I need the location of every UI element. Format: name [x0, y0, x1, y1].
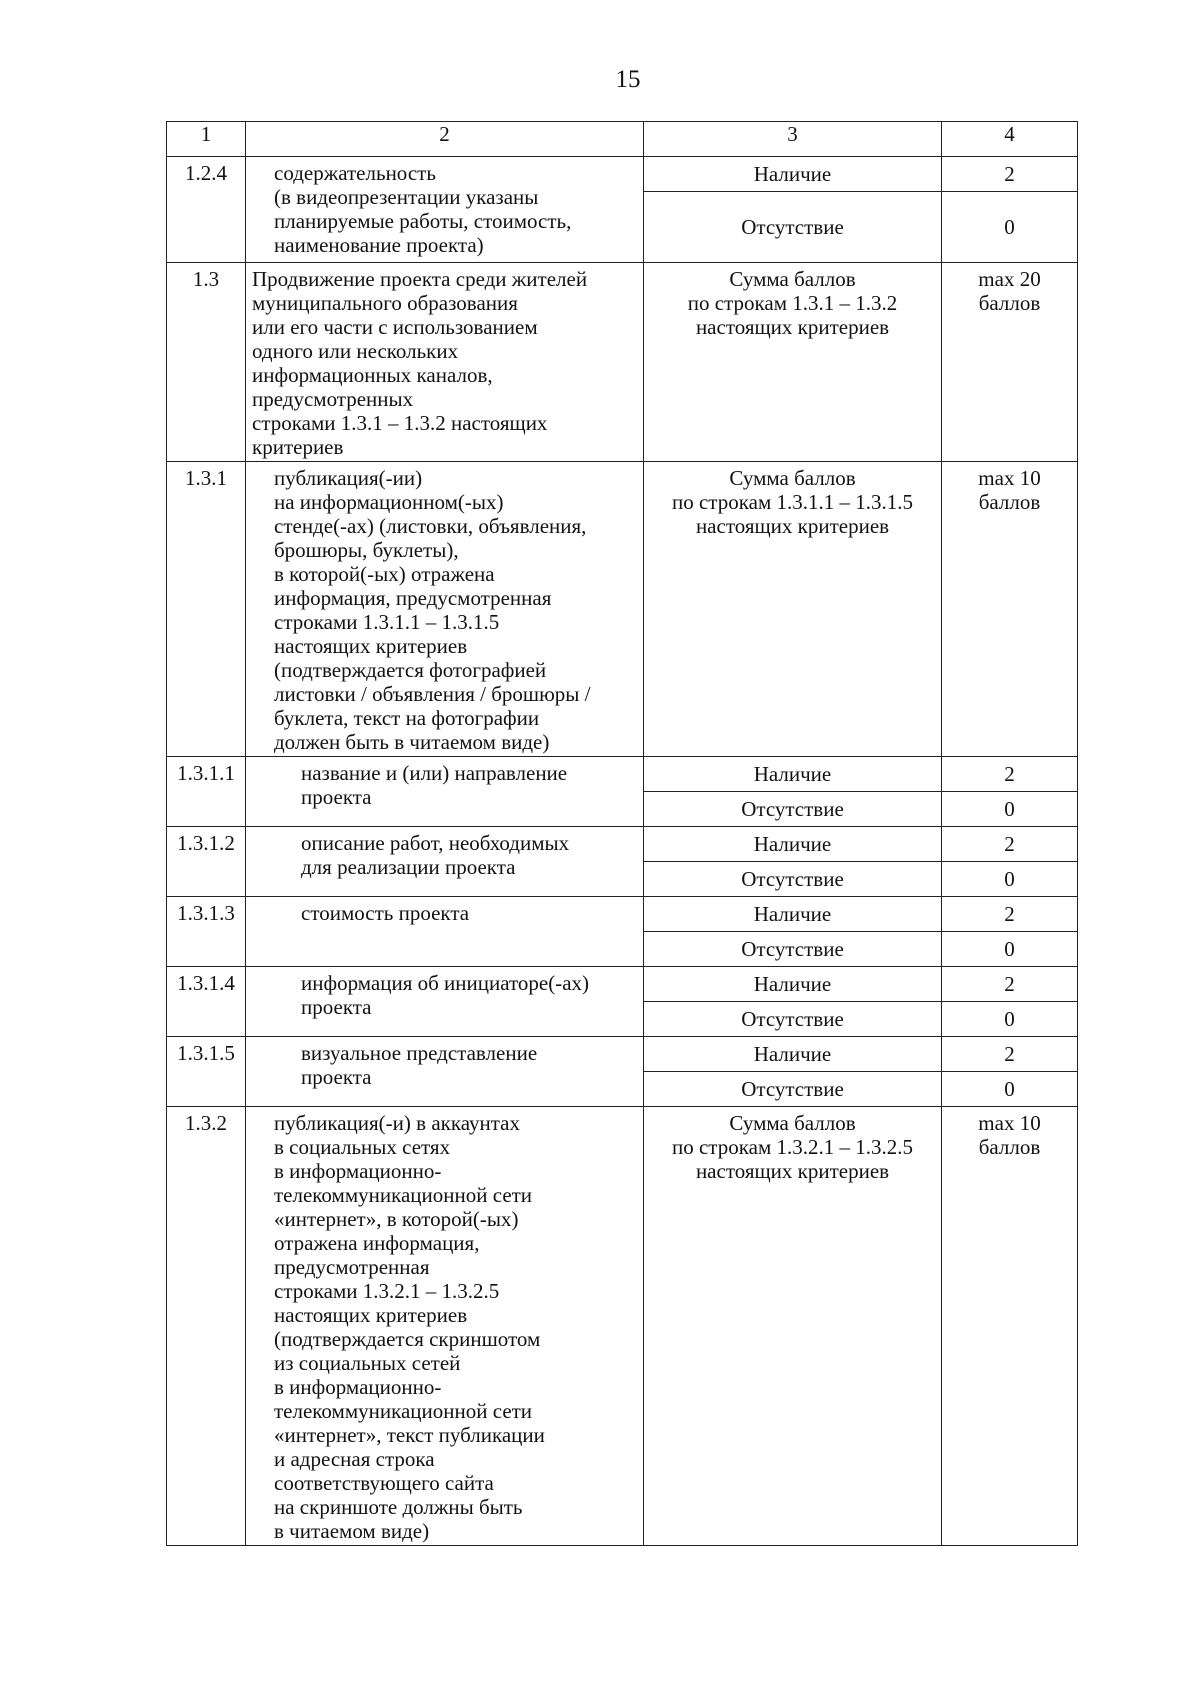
row-description: публикация(-и) в аккаунтах в социальных сетях в информационно- телекоммуникационной сети «интернет», в которой(-ых) отражена информация, предусмотренная строками 1.3.2.1 – 1.3.2.5 настоящих критериев (подтверждается скриншотом из социальных сетей в информационно- телекоммуникационной сети «интернет», текст публикации и адресная строка соответствующего сайта на скриншоте должны быть в читаемом виде)	[246, 1107, 644, 1546]
option-absent: Отсутствие	[644, 862, 942, 897]
score-absent: 0	[942, 192, 1078, 263]
score-present: 2	[942, 757, 1078, 792]
table-row	[167, 1107, 1078, 1546]
header-col-2: 2	[246, 122, 644, 157]
max-score: max 10 баллов	[942, 1107, 1078, 1546]
option-present: Наличие	[644, 827, 942, 862]
row-description: Продвижение проекта среди жителей муниципального образования или его части с использованием одного или нескольких информационных каналов, предусмотренных строками 1.3.1 – 1.3.2 настоящих критериев	[246, 263, 644, 462]
row-number: 1.3.1.5	[167, 1037, 246, 1107]
row-number: 1.2.4	[167, 157, 246, 263]
table-row	[167, 263, 1078, 462]
option-absent: Отсутствие	[644, 1072, 942, 1107]
header-col-3: 3	[644, 122, 942, 157]
score-present: 2	[942, 967, 1078, 1002]
option-absent: Отсутствие	[644, 192, 942, 263]
score-absent: 0	[942, 1002, 1078, 1037]
option-present: Наличие	[644, 1037, 942, 1072]
table-row	[167, 827, 1078, 862]
table-row	[167, 897, 1078, 932]
table-row	[167, 1037, 1078, 1072]
sum-rule: Сумма баллов по строкам 1.3.2.1 – 1.3.2.5 настоящих критериев	[644, 1107, 942, 1546]
row-number: 1.3.1.1	[167, 757, 246, 827]
row-number: 1.3.1	[167, 462, 246, 757]
score-absent: 0	[942, 932, 1078, 967]
row-description: стоимость проекта	[246, 897, 644, 967]
row-number: 1.3.1.3	[167, 897, 246, 967]
sum-rule: Сумма баллов по строкам 1.3.1 – 1.3.2 настоящих критериев	[644, 263, 942, 462]
row-description: информация об инициаторе(-ах) проекта	[246, 967, 644, 1037]
criteria-table	[166, 121, 1078, 1546]
score-present: 2	[942, 157, 1078, 192]
score-absent: 0	[942, 1072, 1078, 1107]
option-present: Наличие	[644, 157, 942, 192]
option-absent: Отсутствие	[644, 1002, 942, 1037]
score-absent: 0	[942, 792, 1078, 827]
table-row	[167, 157, 1078, 192]
max-score: max 10 баллов	[942, 462, 1078, 757]
option-absent: Отсутствие	[644, 792, 942, 827]
table-row	[167, 967, 1078, 1002]
row-number: 1.3.1.2	[167, 827, 246, 897]
header-row	[167, 122, 1078, 157]
row-description: описание работ, необходимых для реализации проекта	[246, 827, 644, 897]
page-number: 15	[615, 66, 641, 93]
row-description: визуальное представление проекта	[246, 1037, 644, 1107]
table-row	[167, 757, 1078, 792]
sum-rule: Сумма баллов по строкам 1.3.1.1 – 1.3.1.5 настоящих критериев	[644, 462, 942, 757]
row-number: 1.3.1.4	[167, 967, 246, 1037]
score-present: 2	[942, 827, 1078, 862]
option-present: Наличие	[644, 757, 942, 792]
option-present: Наличие	[644, 967, 942, 1002]
score-absent: 0	[942, 862, 1078, 897]
row-description: публикация(-ии) на информационном(-ых) стенде(-ах) (листовки, объявления, брошюры, буклеты), в которой(-ых) отражена информация, предусмотренная строками 1.3.1.1 – 1.3.1.5 настоящих критериев (подтверждается фотографией листовки / объявления / брошюры / буклета, текст на фотографии должен быть в читаемом виде)	[246, 462, 644, 757]
score-present: 2	[942, 897, 1078, 932]
table-row	[167, 462, 1078, 757]
row-description: название и (или) направление проекта	[246, 757, 644, 827]
header-col-4: 4	[942, 122, 1078, 157]
row-number: 1.3.2	[167, 1107, 246, 1546]
row-number: 1.3	[167, 263, 246, 462]
option-present: Наличие	[644, 897, 942, 932]
max-score: max 20 баллов	[942, 263, 1078, 462]
header-col-1: 1	[167, 122, 246, 157]
option-absent: Отсутствие	[644, 932, 942, 967]
score-present: 2	[942, 1037, 1078, 1072]
row-description: содержательность (в видеопрезентации указаны планируемые работы, стоимость, наименование проекта)	[246, 157, 644, 263]
